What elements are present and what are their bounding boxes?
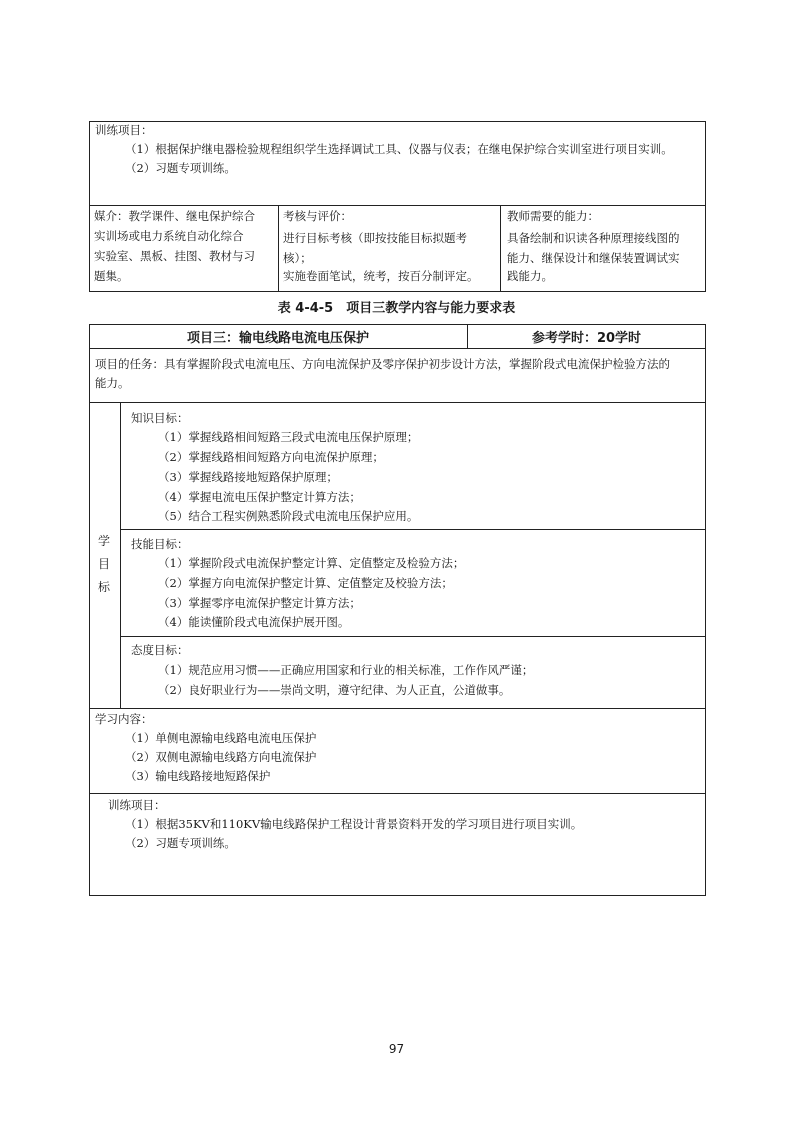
table-caption: 表 4-4-5 项目三教学内容与能力要求表 [277, 301, 516, 316]
teacher-line: 能力、继保设计和继保装置调试实 [507, 251, 680, 265]
media-line: 实验室、黑板、挂图、教材与习 [94, 249, 255, 263]
page-number: 97 [388, 1042, 405, 1056]
goal-label-char: 学 [97, 534, 110, 548]
teacher-line: 教师需要的能力： [507, 209, 599, 223]
training-title: 训练项目： [95, 123, 153, 137]
training-item: （2）习题专项训练。 [125, 836, 236, 850]
assessment-line: 考核与评价： [283, 209, 352, 223]
content-item: （2）双侧电源输电线路方向电流保护 [125, 750, 317, 764]
attitude-item: （1）规范应用习惯——正确应用国家和行业的相关标准，工作作风严谨； [158, 663, 534, 677]
content-item: （3）输电线路接地短路保护 [125, 769, 271, 783]
assessment-line: 实施卷面笔试，统考，按百分制评定。 [283, 269, 479, 283]
skill-item: （4）能读懂阶段式电流保护展开图。 [158, 615, 350, 629]
assessment-line: 进行目标考核（即按技能目标拟题考 [283, 231, 467, 245]
task-line: 项目的任务：具有掌握阶段式电流电压、方向电流保护及零序保护初步设计方法，掌握阶段式电流保护检验方法的 [95, 357, 670, 371]
attitude-item: （2）良好职业行为——崇尚文明，遵守纪律、为人正直，公道做事。 [158, 683, 511, 697]
knowledge-item: （1）掌握线路相间短路三段式电流电压保护原理； [158, 430, 419, 444]
assessment-line: 核）； [283, 251, 312, 265]
content-item: （1）单侧电源输电线路电流电压保护 [125, 731, 317, 745]
knowledge-item: （5）结合工程实例熟悉阶段式电流电压保护应用。 [158, 509, 419, 523]
column-divider [120, 402, 121, 708]
attitude-title: 态度目标： [131, 643, 189, 657]
row-divider [89, 402, 706, 403]
knowledge-item: （3）掌握线路接地短路保护原理； [158, 470, 338, 484]
task-line: 能力。 [95, 376, 130, 390]
media-line: 实训场或电力系统自动化综合 [94, 229, 244, 243]
goal-label-char: 标 [97, 580, 110, 594]
skill-title: 技能目标： [131, 537, 189, 551]
knowledge-item: （4）掌握电流电压保护整定计算方法； [158, 490, 361, 504]
row-divider [120, 636, 706, 637]
media-line: 媒介：教学课件、继电保护综合 [94, 209, 255, 223]
row-divider [89, 708, 706, 709]
skill-item: （2）掌握方向电流保护整定计算、定值整定及校验方法； [158, 576, 453, 590]
project-title: 项目三：输电线路电流电压保护 [186, 331, 369, 346]
media-line: 题集。 [94, 269, 129, 283]
knowledge-item: （2）掌握线路相间短路方向电流保护原理； [158, 450, 384, 464]
row-divider [120, 529, 706, 530]
training-item: （1）根据保护继电器检验规程组织学生选择调试工具、仪器与仪表；在继电保护综合实训室进行项目实训。 [125, 142, 673, 156]
training-title: 训练项目： [108, 798, 166, 812]
content-title: 学习内容： [95, 712, 153, 726]
training-item: （2）习题专项训练。 [125, 161, 236, 175]
training-item: （1）根据35KV和110KV输电线路保护工程设计背景资料开发的学习项目进行项目实训。 [125, 817, 583, 831]
project-hours: 参考学时：20学时 [531, 331, 642, 346]
skill-item: （3）掌握零序电流保护整定计算方法； [158, 596, 361, 610]
row-divider [89, 793, 706, 794]
teacher-line: 践能力。 [507, 269, 553, 283]
goal-label-char: 目 [97, 557, 110, 571]
row-divider [89, 348, 706, 349]
knowledge-title: 知识目标： [131, 411, 189, 425]
teacher-line: 具备绘制和识读各种原理接线图的 [507, 231, 680, 245]
skill-item: （1）掌握阶段式电流保护整定计算、定值整定及检验方法； [158, 556, 465, 570]
